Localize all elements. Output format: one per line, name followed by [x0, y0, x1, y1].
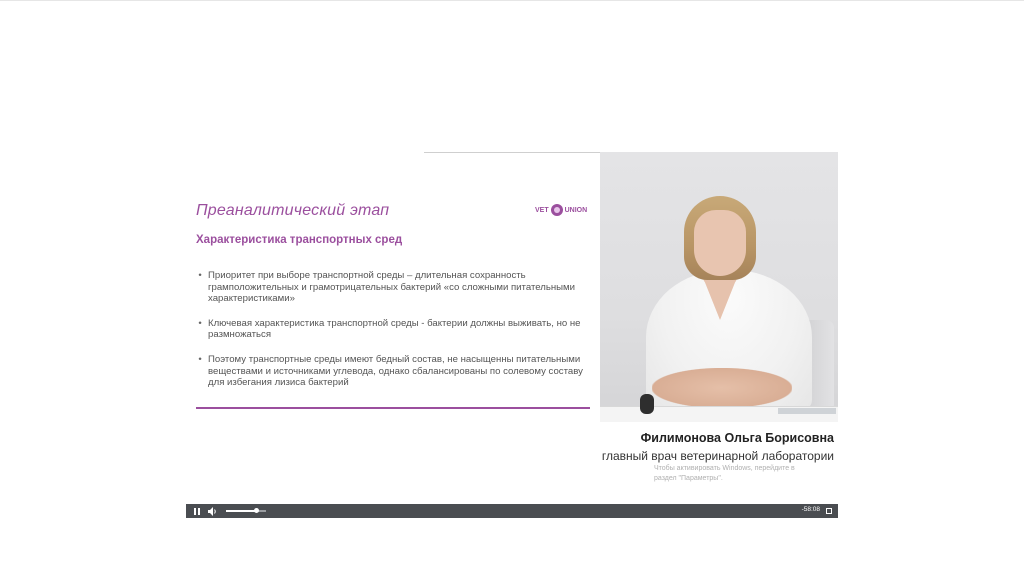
- progress-knob[interactable]: [254, 508, 259, 513]
- presenter-name: Филимонова Ольга Борисовна: [640, 431, 834, 445]
- slide-top-rule: [424, 152, 600, 153]
- player-controls: [186, 504, 838, 518]
- bullet-text: Поэтому транспортные среды имеют бедный состав, не насыщенны питательными веществами и источниками углевода, однако сбалансированы по солевому составу для избегания лизиса бактерий: [208, 353, 583, 389]
- bullet-icon: •: [198, 317, 202, 329]
- windows-activation-watermark: [654, 464, 824, 484]
- bullet-text: Ключевая характеристика транспортной среды - бактерии должны выживать, но не размножаться: [208, 317, 581, 341]
- bullet-text: Приоритет при выборе транспортной среды – длительная сохранность грамположительных и грамотрицательных бактерий «со сложными питательными характеристиками»: [208, 270, 576, 305]
- speaker-hands: [652, 368, 792, 408]
- bullet-icon: •: [198, 353, 202, 365]
- progress-slider[interactable]: [226, 510, 266, 512]
- list-item: [196, 354, 588, 389]
- progress-fill: [226, 510, 256, 512]
- time-remaining: -58:08: [801, 506, 820, 513]
- presentation-slide: [186, 152, 600, 504]
- fullscreen-icon[interactable]: [822, 504, 836, 518]
- list-item: [196, 270, 588, 305]
- watermark-line: раздел "Параметры".: [654, 475, 723, 482]
- brand-text-right: UNION: [564, 206, 588, 214]
- pause-icon[interactable]: [190, 504, 204, 518]
- speaker-face: [694, 210, 746, 276]
- speaker-caption: [600, 422, 838, 504]
- video-player[interactable]: [186, 152, 838, 518]
- slide-bullet-list: [196, 270, 588, 402]
- slide-title: Преаналитический этап: [196, 202, 390, 219]
- slide-bottom-rule: [196, 407, 590, 409]
- speaker-collar: [704, 280, 736, 320]
- brand-text-left: VET: [535, 206, 549, 214]
- clicker-icon: [640, 394, 654, 414]
- speaker-video: [600, 152, 838, 422]
- slide-subtitle: Характеристика транспортных сред: [196, 234, 403, 246]
- list-item: [196, 318, 588, 341]
- bullet-icon: •: [198, 270, 202, 281]
- watermark-line: Чтобы активировать Windows, перейдите в: [654, 465, 795, 472]
- volume-icon[interactable]: [206, 504, 220, 518]
- brand-emblem-icon: [551, 204, 563, 216]
- presenter-role: главный врач ветеринарной лаборатории: [601, 449, 834, 463]
- vet-union-logo: [535, 203, 587, 217]
- laptop-icon: [778, 408, 836, 414]
- page-top-divider: [0, 0, 1024, 1]
